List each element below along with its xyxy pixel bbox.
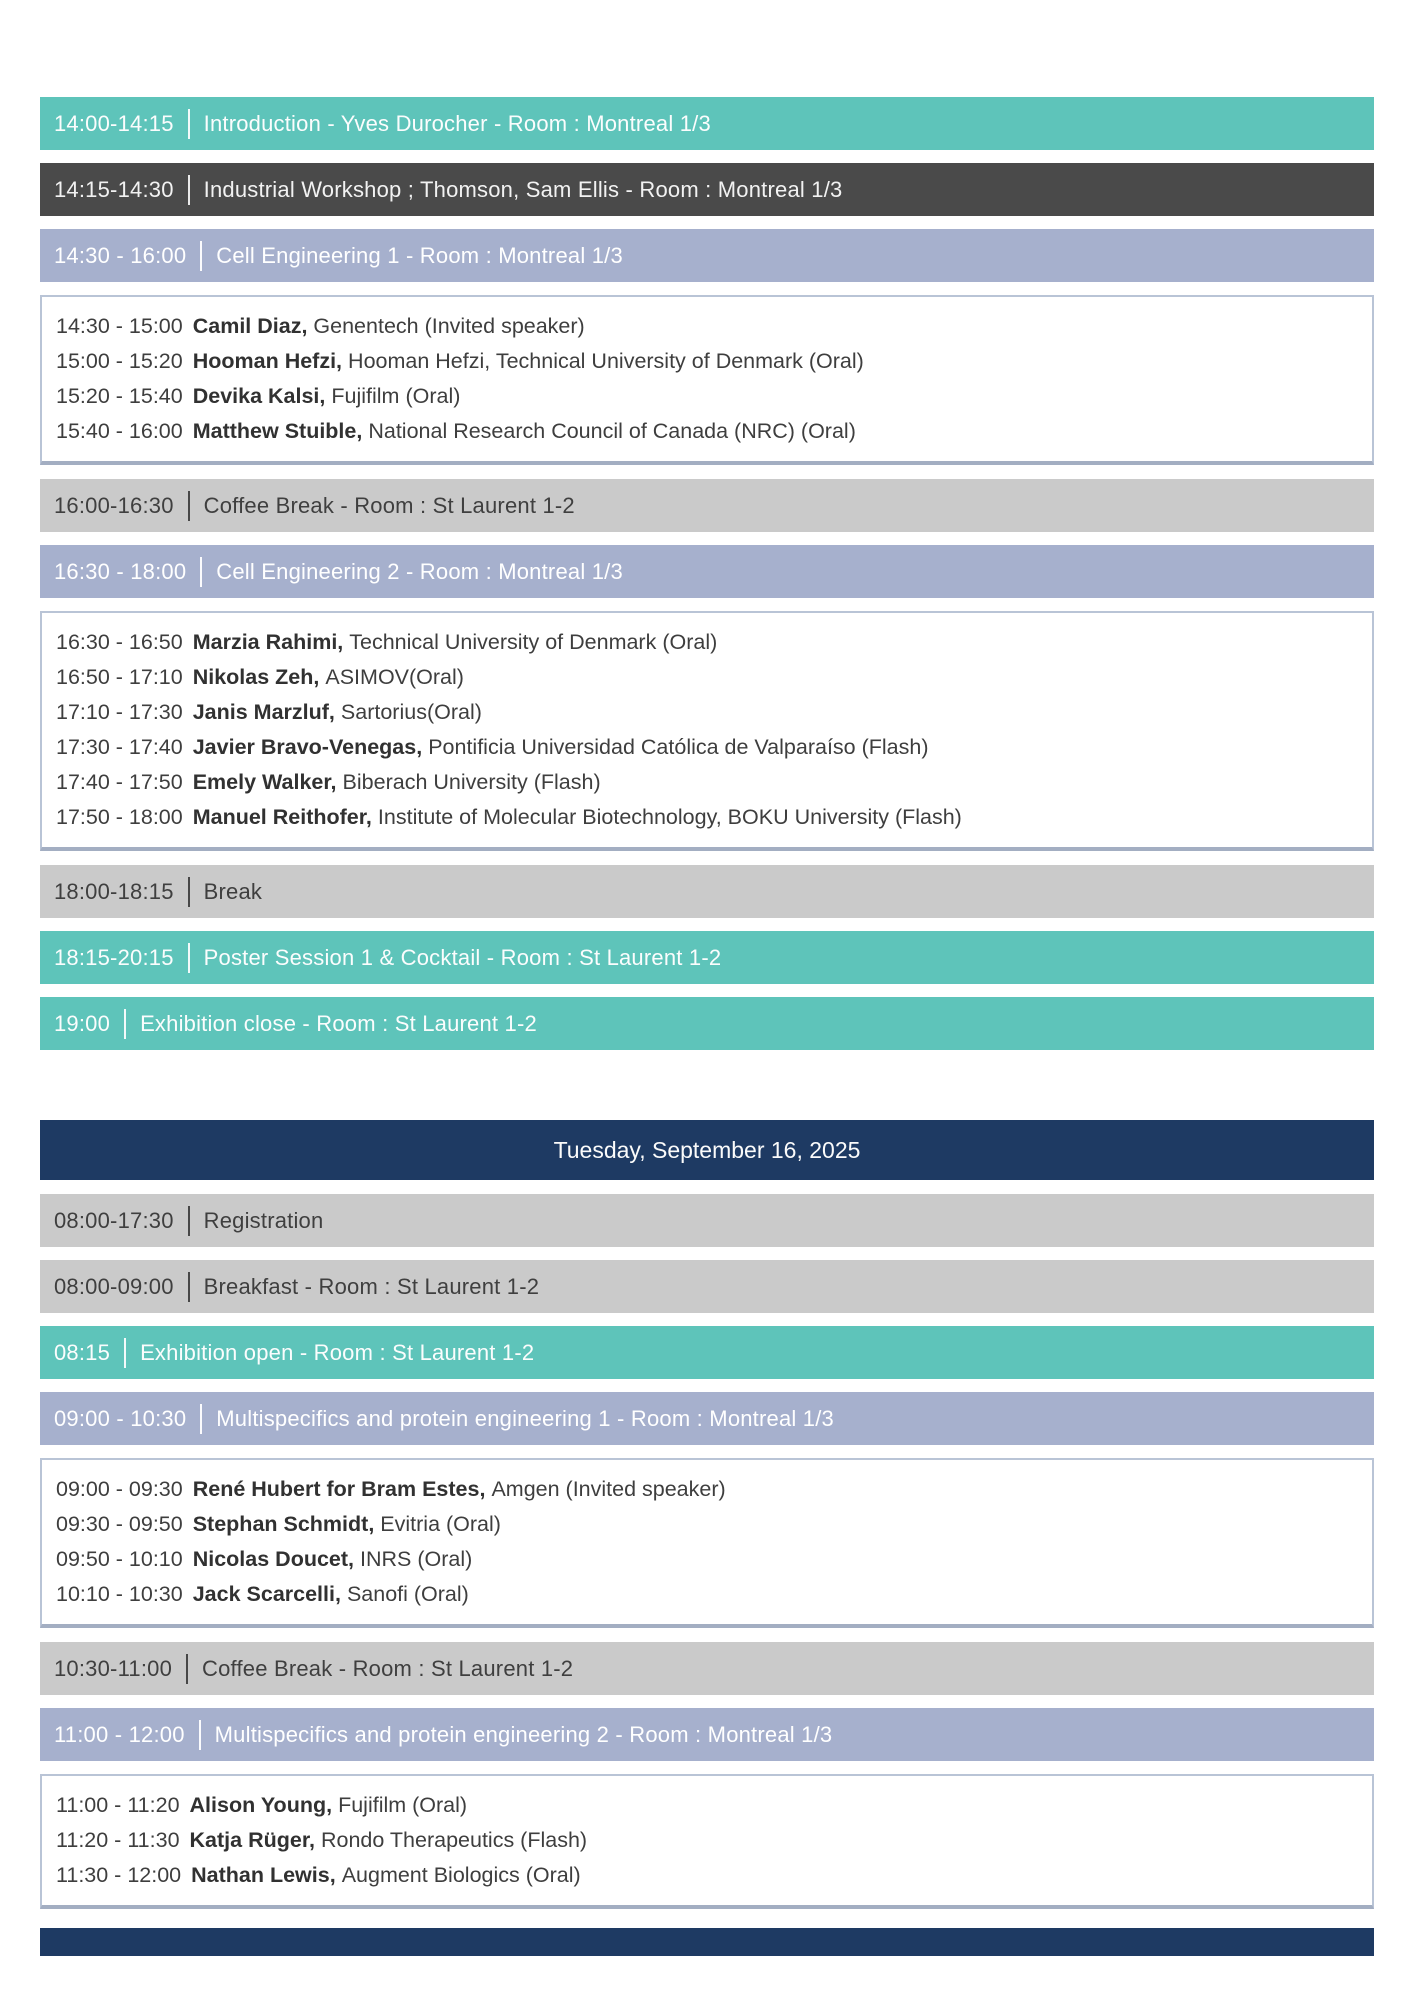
session-time: 18:15-20:15 [54, 944, 174, 970]
session-time: 18:00-18:15 [54, 878, 174, 904]
speaker-name: Stephan Schmidt, [192, 1512, 375, 1536]
talk-time: 09:00 - 09:30 [56, 1477, 183, 1501]
session-time: 08:00-09:00 [54, 1273, 174, 1299]
divider [199, 1720, 201, 1750]
talk-row [56, 800, 1358, 835]
session-bar-cell-engineering-1 [40, 229, 1374, 282]
session-bar-poster-session [40, 931, 1374, 984]
talk-row [56, 1823, 1358, 1858]
talk-time: 15:40 - 16:00 [56, 419, 183, 443]
session-time: 09:00 - 10:30 [54, 1405, 187, 1431]
talk-row [56, 1788, 1358, 1823]
speaker-name: Nicolas Doucet, [192, 1547, 355, 1571]
speaker-affiliation: Biberach University (Flash) [342, 770, 601, 794]
session-time: 16:30 - 18:00 [54, 558, 187, 584]
session-bar-multispecifics-2 [40, 1708, 1374, 1761]
talk-row [56, 730, 1358, 765]
speaker-name: Devika Kalsi, [192, 384, 326, 408]
speaker-affiliation: Sanofi (Oral) [346, 1582, 469, 1606]
session-title: Exhibition close - Room : St Laurent 1-2 [140, 1010, 537, 1036]
divider [124, 1338, 126, 1368]
talk-time: 15:00 - 15:20 [56, 349, 183, 373]
session-title: Industrial Workshop ; Thomson, Sam Ellis - Room : Montreal 1/3 [203, 176, 843, 202]
speaker-name: Emely Walker, [192, 770, 337, 794]
session-bar-introduction [40, 97, 1374, 150]
talk-time: 14:30 - 15:00 [56, 314, 183, 338]
session-time: 16:00-16:30 [54, 492, 174, 518]
session-detail-box-multispecifics-2 [40, 1774, 1374, 1909]
session-time: 14:00-14:15 [54, 110, 174, 136]
talk-time: 17:10 - 17:30 [56, 700, 183, 724]
speaker-affiliation: Augment Biologics (Oral) [341, 1863, 581, 1887]
talk-row [56, 695, 1358, 730]
session-detail-box-cell-engineering-1 [40, 295, 1374, 465]
talk-row [56, 309, 1358, 344]
talk-time: 16:50 - 17:10 [56, 665, 183, 689]
speaker-name: Jack Scarcelli, [192, 1582, 341, 1606]
session-bar-break [40, 865, 1374, 918]
talk-time: 16:30 - 16:50 [56, 630, 183, 654]
talk-row [56, 660, 1358, 695]
speaker-affiliation: Sartorius(Oral) [340, 700, 482, 724]
divider [188, 175, 190, 205]
speaker-name: Matthew Stuible, [192, 419, 363, 443]
talk-time: 09:30 - 09:50 [56, 1512, 183, 1536]
talk-time: 09:50 - 10:10 [56, 1547, 183, 1571]
speaker-affiliation: Fujifilm (Oral) [331, 384, 461, 408]
session-title: Breakfast - Room : St Laurent 1-2 [203, 1273, 540, 1299]
speaker-name: Nikolas Zeh, [192, 665, 320, 689]
talk-row [56, 1507, 1358, 1542]
speaker-affiliation: ASIMOV(Oral) [325, 665, 464, 689]
session-detail-box-cell-engineering-2 [40, 611, 1374, 851]
talk-time: 17:50 - 18:00 [56, 805, 183, 829]
session-bar-multispecifics-1 [40, 1392, 1374, 1445]
speaker-affiliation: INRS (Oral) [360, 1547, 473, 1571]
speaker-name: Marzia Rahimi, [192, 630, 344, 654]
session-bar-exhibition-open [40, 1326, 1374, 1379]
talk-row [56, 344, 1358, 379]
divider [188, 491, 190, 521]
speaker-affiliation: Genentech (Invited speaker) [313, 314, 585, 338]
day-header-label: Tuesday, September 16, 2025 [553, 1136, 861, 1163]
talk-time: 11:30 - 12:00 [56, 1863, 182, 1887]
session-bar-exhibition-close [40, 997, 1374, 1050]
talk-time: 10:10 - 10:30 [56, 1582, 183, 1606]
speaker-name: Janis Marzluf, [192, 700, 335, 724]
speaker-name: René Hubert for Bram Estes, [192, 1477, 486, 1501]
divider [200, 1404, 202, 1434]
talk-time: 15:20 - 15:40 [56, 384, 183, 408]
speaker-name: Javier Bravo-Venegas, [192, 735, 423, 759]
divider [188, 1206, 190, 1236]
session-title: Exhibition open - Room : St Laurent 1-2 [140, 1339, 535, 1365]
speaker-name: Manuel Reithofer, [192, 805, 372, 829]
speaker-name: Katja Rüger, [189, 1828, 315, 1852]
session-title: Poster Session 1 & Cocktail - Room : St Laurent 1-2 [203, 944, 722, 970]
speaker-affiliation: Hooman Hefzi, Technical University of Denmark (Oral) [348, 349, 864, 373]
speaker-affiliation: Technical University of Denmark (Oral) [349, 630, 718, 654]
session-title: Registration [203, 1207, 324, 1233]
session-title: Cell Engineering 1 - Room : Montreal 1/3 [216, 242, 623, 268]
session-title: Multispecifics and protein engineering 2 - Room : Montreal 1/3 [214, 1721, 833, 1747]
session-title: Coffee Break - Room : St Laurent 1-2 [202, 1655, 574, 1681]
session-time: 08:15 [54, 1339, 111, 1365]
talk-row [56, 1472, 1358, 1507]
talk-time: 17:40 - 17:50 [56, 770, 183, 794]
talk-time: 11:00 - 11:20 [56, 1793, 180, 1817]
session-bar-registration [40, 1194, 1374, 1247]
session-bar-industrial-workshop [40, 163, 1374, 216]
session-bar-cell-engineering-2 [40, 545, 1374, 598]
session-bar-breakfast [40, 1260, 1374, 1313]
session-title: Coffee Break - Room : St Laurent 1-2 [203, 492, 575, 518]
next-day-header-partial [40, 1928, 1374, 1956]
speaker-affiliation: Rondo Therapeutics (Flash) [320, 1828, 588, 1852]
talk-row [56, 379, 1358, 414]
divider [188, 1272, 190, 1302]
session-detail-box-multispecifics-1 [40, 1458, 1374, 1628]
speaker-affiliation: National Research Council of Canada (NRC) (Oral) [368, 419, 856, 443]
divider [200, 241, 202, 271]
session-title: Cell Engineering 2 - Room : Montreal 1/3 [216, 558, 623, 584]
talk-row [56, 414, 1358, 449]
speaker-affiliation: Amgen (Invited speaker) [491, 1477, 726, 1501]
speaker-affiliation: Fujifilm (Oral) [338, 1793, 468, 1817]
divider [124, 1009, 126, 1039]
session-time: 14:30 - 16:00 [54, 242, 187, 268]
speaker-name: Hooman Hefzi, [192, 349, 343, 373]
session-title: Introduction - Yves Durocher - Room : Montreal 1/3 [203, 110, 711, 136]
divider [188, 877, 190, 907]
speaker-affiliation: Institute of Molecular Biotechnology, BOKU University (Flash) [377, 805, 962, 829]
talk-row [56, 625, 1358, 660]
session-bar-coffee-break-1 [40, 479, 1374, 532]
session-bar-coffee-break-2 [40, 1642, 1374, 1695]
divider [200, 557, 202, 587]
session-time: 11:00 - 12:00 [54, 1721, 185, 1747]
divider [188, 943, 190, 973]
session-time: 10:30-11:00 [54, 1655, 173, 1681]
session-time: 14:15-14:30 [54, 176, 174, 202]
day-header-tuesday [40, 1120, 1374, 1180]
speaker-affiliation: Pontificia Universidad Católica de Valparaíso (Flash) [428, 735, 929, 759]
divider [186, 1654, 188, 1684]
talk-row [56, 1542, 1358, 1577]
divider [188, 109, 190, 139]
session-time: 19:00 [54, 1010, 111, 1036]
speaker-name: Camil Diaz, [192, 314, 308, 338]
talk-row [56, 1577, 1358, 1612]
speaker-name: Nathan Lewis, [191, 1863, 336, 1887]
talk-time: 17:30 - 17:40 [56, 735, 183, 759]
talk-row [56, 1858, 1358, 1893]
talk-time: 11:20 - 11:30 [56, 1828, 180, 1852]
session-title: Multispecifics and protein engineering 1 - Room : Montreal 1/3 [216, 1405, 834, 1431]
session-title: Break [203, 878, 263, 904]
session-time: 08:00-17:30 [54, 1207, 174, 1233]
speaker-name: Alison Young, [189, 1793, 333, 1817]
speaker-affiliation: Evitria (Oral) [380, 1512, 501, 1536]
talk-row [56, 765, 1358, 800]
